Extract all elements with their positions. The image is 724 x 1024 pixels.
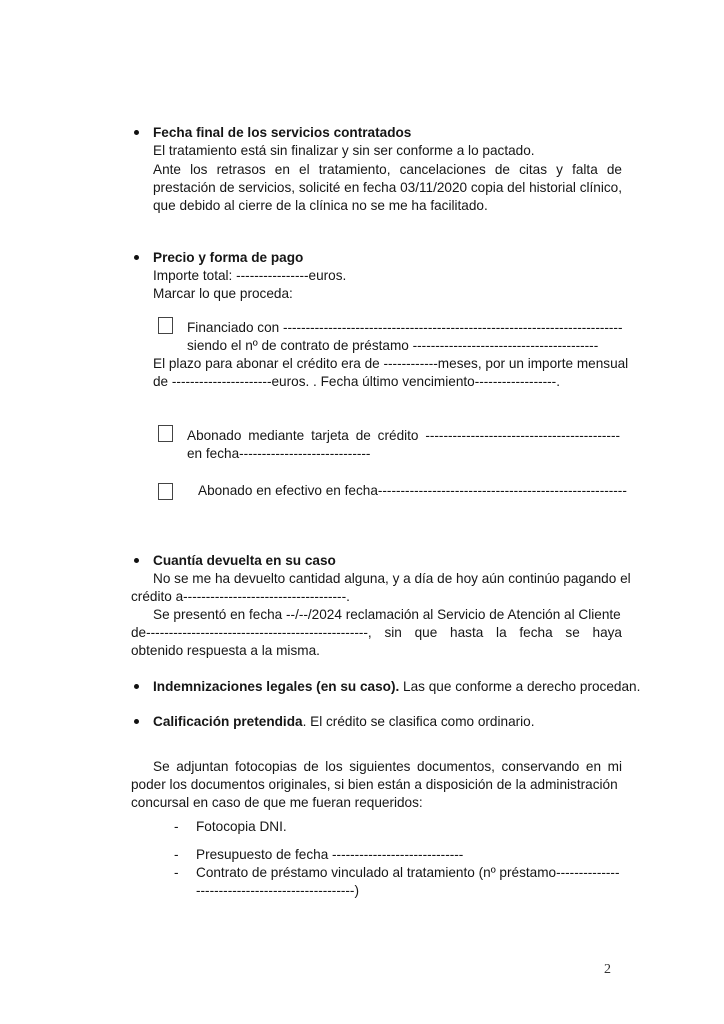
checkbox-tarjeta[interactable]: [158, 425, 173, 442]
financiado-line: El plazo para abonar el crédito era de ------------meses, por un importe mensual: [153, 356, 629, 371]
paragraph-line: El tratamiento está sin finalizar y sin ser conforme a lo pactado.: [153, 143, 535, 158]
attachment-item: Presupuesto de fecha -----------------------------: [196, 847, 464, 862]
paragraph-line: Se presentó en fecha --/--/2024 reclamación al Servicio de Atención al Cliente: [153, 607, 621, 622]
checkbox-efectivo[interactable]: [158, 483, 173, 500]
bullet-icon: [134, 558, 139, 563]
indemnizaciones-text: Las que conforme a derecho procedan.: [399, 679, 641, 694]
bullet-icon: [134, 130, 139, 135]
importe-total-line: Importe total: ----------------euros.: [153, 268, 347, 283]
attachment-item: Contrato de préstamo vinculado al tratamiento (nº préstamo--------------: [196, 865, 620, 880]
calificacion-text: . El crédito se clasifica como ordinario.: [302, 714, 535, 729]
paragraph-line: poder los documentos originales, si bien están a disposición de la administración: [131, 777, 618, 792]
bullet-icon: [134, 684, 139, 689]
checkbox-financiado[interactable]: [158, 317, 173, 334]
financiado-line: Financiado con ---------------------------------------------------------------------------: [187, 320, 623, 335]
paragraph-line: concursal en caso de que me fueran requeridos:: [131, 795, 423, 810]
attachment-item-continued: -----------------------------------): [196, 883, 359, 898]
attachment-item: Fotocopia DNI.: [196, 819, 287, 834]
dash-bullet: -: [174, 819, 179, 834]
section-title-calificacion: Calificación pretendida: [153, 714, 303, 729]
tarjeta-line: en fecha-----------------------------: [187, 446, 371, 461]
section-title-indemnizaciones: Indemnizaciones legales (en su caso).: [153, 679, 400, 694]
dash-bullet: -: [174, 847, 179, 862]
marcar-line: Marcar lo que proceda:: [153, 286, 293, 301]
paragraph-line: No se me ha devuelto cantidad alguna, y a día de hoy aún continúo pagando el: [153, 571, 631, 586]
paragraph-line: obtenido respuesta a la misma.: [131, 643, 320, 658]
section-title-fecha-final: Fecha final de los servicios contratados: [153, 125, 412, 140]
financiado-line: siendo el nº de contrato de préstamo -----------------------------------------: [187, 338, 599, 353]
section-title-precio: Precio y forma de pago: [153, 250, 304, 265]
indemnizaciones-line: [153, 678, 640, 696]
section-title-cuantia: Cuantía devuelta en su caso: [153, 553, 336, 568]
dash-bullet: -: [174, 865, 179, 880]
tarjeta-line: Abonado mediante tarjeta de crédito -------------------------------------------: [187, 428, 620, 443]
paragraph-line: Se adjuntan fotocopias de los siguientes documentos, conservando en mi: [153, 759, 622, 774]
bullet-icon: [134, 719, 139, 724]
financiado-line: de ----------------------euros. . Fecha último vencimiento------------------.: [153, 374, 560, 389]
paragraph-line: prestación de servicios, solicité en fecha 03/11/2020 copia del historial clínico,: [153, 180, 622, 195]
page-number: 2: [604, 962, 611, 977]
paragraph-line: Ante los retrasos en el tratamiento, cancelaciones de citas y falta de: [153, 162, 622, 177]
calificacion-line: [153, 713, 535, 731]
bullet-icon: [134, 255, 139, 260]
efectivo-line: Abonado en efectivo en fecha-------------------------------------------------------: [198, 483, 627, 498]
paragraph-line: que debido al cierre de la clínica no se me ha facilitado.: [153, 198, 488, 213]
paragraph-line: crédito a------------------------------------.: [131, 589, 350, 604]
paragraph-line: de-------------------------------------------------, sin que hasta la fecha se haya: [131, 625, 622, 640]
